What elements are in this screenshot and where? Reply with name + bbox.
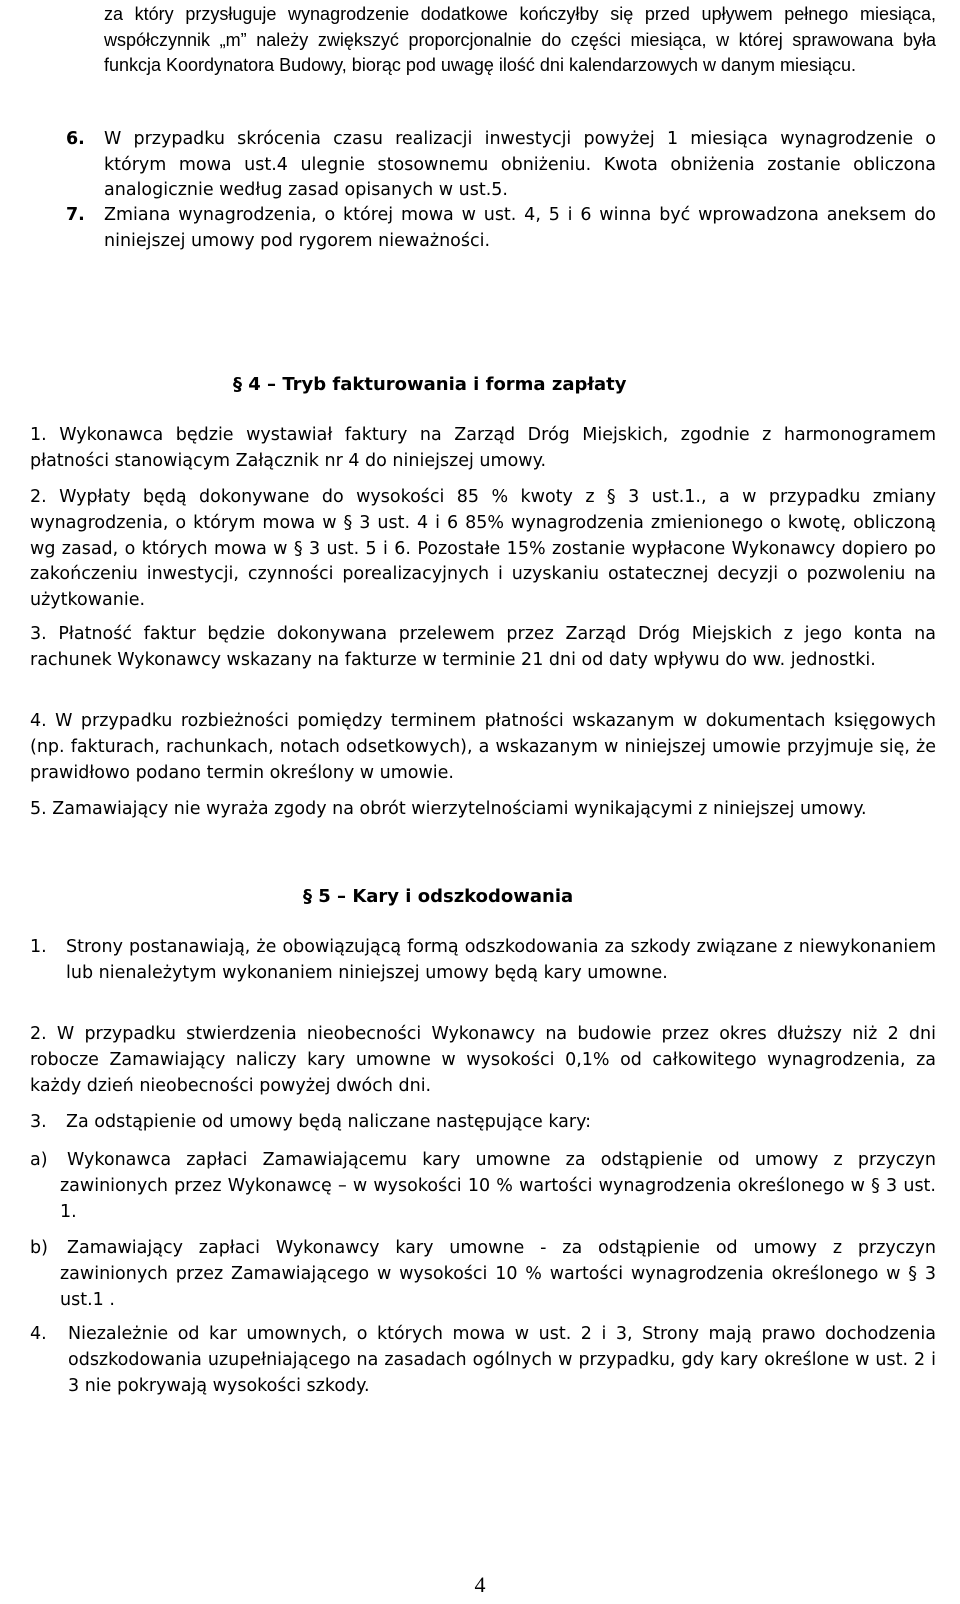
s4-item-3-content: Płatność faktur będzie dokonywana przelewem przez Zarząd Dróg Miejskich z jego konta na rachunek Wykonawcy wskazany na fakturze w terminie 21 dni od daty wpływu do ww. jednostki.	[30, 624, 936, 670]
s5-item-b	[30, 1236, 936, 1313]
s5-item-b-content: Zamawiający zapłaci Wykonawcy kary umowne - za odstąpienie od umowy z przyczyn zawinionych przez Zamawiającego w wysokości 10 % wartości wynagrodzenia określonego w § 3 ust.1 .	[60, 1238, 936, 1310]
paragraph-continuation: za który przysługuje wynagrodzenie dodatkowe kończyłby się przed upływem pełnego miesiąca, współczynnik „m” należy zwiększyć proporcjonalnie do części miesiąca, w której sprawowana była funkcja Koordynatora Budowy, biorąc pod uwagę ilość dni kalendarzowych w danym miesiącu.	[104, 4, 936, 75]
s5-item-a	[30, 1148, 936, 1225]
s5-item-3-number: 3.	[30, 1112, 47, 1132]
s4-item-5-number: 5.	[30, 799, 53, 819]
paragraph-7-text: Zmiana wynagrodzenia, o której mowa w ust. 4, 5 i 6 winna być wprowadzona aneksem do niniejszej umowy pod rygorem nieważności.	[104, 205, 936, 251]
s4-item-1	[30, 423, 936, 475]
s5-item-2-content: W przypadku stwierdzenia nieobecności Wykonawcy na budowie przez okres dłuższy niż 2 dni robocze Zamawiający naliczy kary umowne w wysokości 0,1% od całkowitego wynagrodzenia, za każdy dzień nieobecności powyżej dwóch dni.	[30, 1024, 936, 1096]
s4-item-1-number: 1.	[30, 425, 60, 445]
paragraph-6-text: W przypadku skrócenia czasu realizacji inwestycji powyżej 1 miesiąca wynagrodzenie o którym mowa ust.4 ulegnie stosownemu obniżeniu. Kwota obniżenia zostanie obliczona analogicznie według zasad opisanych w ust.5.	[104, 129, 936, 200]
s5-item-4-number: 4.	[30, 1324, 47, 1344]
s5-item-a-content: Wykonawca zapłaci Zamawiającemu kary umowne za odstąpienie od umowy z przyczyn zawinionych przez Wykonawcę – w wysokości 10 % wartości wynagrodzenia określonego w § 3 ust. 1.	[60, 1150, 936, 1222]
s4-item-3	[30, 622, 936, 674]
s5-item-2	[30, 1022, 936, 1099]
s4-item-5	[30, 797, 936, 823]
s4-item-2-content: Wypłaty będą dokonywane do wysokości 85 % kwoty z § 3 ust.1., a w przypadku zmiany wynagrodzenia, o którym mowa w § 3 ust. 4 i 6 85% wynagrodzenia zmienionego o kwotę, obliczoną wg zasad, o których mowa w § 3 ust. 5 i 6. Pozostałe 15% zostanie wypłacone Wykonawcy dopiero po zakończeniu inwestycji, czynności porealizacyjnych i uzyskaniu ostatecznej decyzji o pozwoleniu na użytkowanie.	[30, 487, 936, 611]
s4-item-2	[30, 485, 936, 614]
s5-item-3	[30, 1110, 936, 1136]
paragraph-6-number: 6.	[66, 129, 85, 149]
paragraph-6	[66, 127, 936, 204]
s5-item-a-number: a)	[30, 1150, 48, 1170]
s4-item-2-number: 2.	[30, 487, 60, 507]
s5-item-1-content: Strony postanawiają, że obowiązującą formą odszkodowania za szkody związane z niewykonaniem lub nienależytym wykonaniem niniejszej umowy będą kary umowne.	[66, 937, 936, 983]
s5-item-4	[30, 1322, 936, 1399]
s5-item-4-content: Niezależnie od kar umownych, o których mowa w ust. 2 i 3, Strony mają prawo dochodzenia odszkodowania uzupełniającego na zasadach ogólnych w przypadku, gdy kary określone w ust. 2 i 3 nie pokrywają wysokości szkody.	[68, 1324, 936, 1396]
s4-item-4	[30, 709, 936, 786]
section-5-heading: § 5 – Kary i odszkodowania	[303, 886, 574, 907]
s4-item-4-number: 4.	[30, 711, 56, 731]
s4-item-3-number: 3.	[30, 624, 59, 644]
s4-item-5-content: Zamawiający nie wyraża zgody na obrót wierzytelnościami wynikającymi z niniejszej umowy.	[52, 799, 867, 819]
s5-item-3-content: Za odstąpienie od umowy będą naliczane następujące kary:	[66, 1112, 592, 1132]
page-number: 4	[474, 1572, 486, 1597]
s5-item-b-number: b)	[30, 1238, 48, 1258]
paragraph-7-number: 7.	[66, 205, 85, 225]
paragraph-7	[66, 203, 936, 254]
s5-item-1-number: 1.	[30, 937, 47, 957]
section-4-heading: § 4 – Tryb fakturowania i forma zapłaty	[233, 374, 627, 395]
s5-item-1	[30, 935, 936, 987]
s4-item-1-content: Wykonawca będzie wystawiał faktury na Zarząd Dróg Miejskich, zgodnie z harmonogramem płatności stanowiącym Załącznik nr 4 do niniejszej umowy.	[30, 425, 936, 471]
s4-item-4-content: W przypadku rozbieżności pomiędzy terminem płatności wskazanym w dokumentach księgowych (np. fakturach, rachunkach, notach odsetkowych), a wskazanym w niniejszej umowie przyjmuje się, że prawidłowo podano termin określony w umowie.	[30, 711, 937, 783]
s5-item-2-number: 2.	[30, 1024, 57, 1044]
